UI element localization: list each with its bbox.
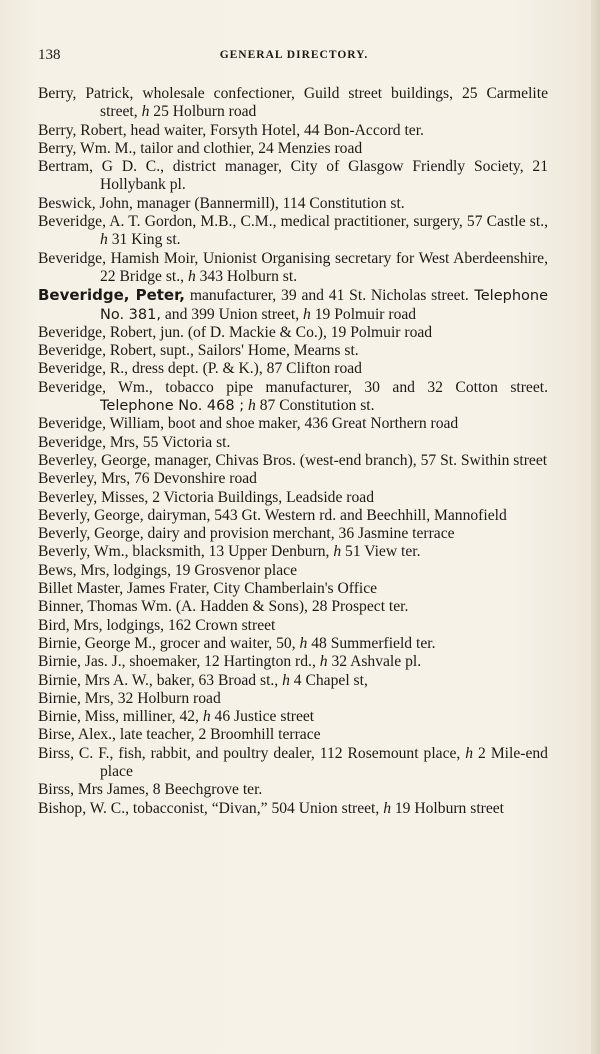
directory-entry: Birss, C. F., fish, rabbit, and poultry dealer, 112 Rosemount place, h 2 Mile-end place <box>38 744 548 780</box>
directory-entry: Berry, Patrick, wholesale confectioner, Guild street buildings, 25 Carmelite street, h 25 Holburn road <box>38 85 548 121</box>
entry-text: Beveridge, Wm., tobacco pipe manufacturer, 30 and 32 Cotton street. <box>38 378 548 396</box>
directory-entry: Beveridge, R., dress dept. (P. & K.), 87 Clifton road <box>38 360 362 378</box>
directory-entry: Bews, Mrs, lodgings, 19 Grosvenor place <box>38 561 297 579</box>
featured-name: Beveridge, Peter, <box>38 286 185 305</box>
directory-entry: Beverley, George, manager, Chivas Bros. (west-end branch), 57 St. Swithin street <box>38 451 548 469</box>
page-header <box>38 47 550 67</box>
directory-entry: Berry, Wm. M., tailor and clothier, 24 Menzies road <box>38 139 363 157</box>
directory-entry: Birss, Mrs James, 8 Beechgrove ter. <box>38 781 263 799</box>
directory-entry: Birnie, Miss, milliner, 42, h 46 Justice street <box>38 708 315 726</box>
directory-entry: Bird, Mrs, lodgings, 162 Crown street <box>38 616 276 634</box>
page-title: GENERAL DIRECTORY. <box>219 49 369 61</box>
directory-entry: Beveridge, Robert, supt., Sailors' Home, Mearns st. <box>38 342 359 360</box>
directory-entry: Birnie, Mrs A. W., baker, 63 Broad st., h 4 Chapel st, <box>38 671 368 689</box>
entry-text: manufacturer, 39 and 41 St. Nicholas street. <box>185 287 469 305</box>
page-edge <box>591 0 600 1054</box>
directory-entry-featured <box>38 286 548 324</box>
directory-entry: Bishop, W. C., tobacconist, “Divan,” 504 Union street, h 19 Holburn street <box>38 799 505 817</box>
directory-entry: Birnie, Mrs, 32 Holburn road <box>38 689 221 707</box>
directory-entries <box>38 85 548 818</box>
directory-entry: Beswick, John, manager (Bannermill), 114 Constitution st. <box>38 194 405 212</box>
directory-entry: Beveridge, William, boot and shoe maker, 436 Great Northern road <box>38 415 459 433</box>
telephone-number: Telephone No. 468 ; <box>100 398 245 415</box>
entry-text: and 399 Union street, h 19 Polmuir road <box>160 305 417 323</box>
directory-entry: Beveridge, Mrs, 55 Victoria st. <box>38 433 231 451</box>
entry-text: h 87 Constitution st. <box>248 397 375 415</box>
directory-entry: Birnie, Jas. J., shoemaker, 12 Hartington rd., h 32 Ashvale pl. <box>38 653 422 671</box>
directory-entry: Birse, Alex., late teacher, 2 Broomhill terrace <box>38 726 321 744</box>
directory-entry: Binner, Thomas Wm. (A. Hadden & Sons), 28 Prospect ter. <box>38 598 409 616</box>
directory-entry: Beverly, George, dairyman, 543 Gt. Western rd. and Beechhill, Mannofield <box>38 506 507 524</box>
directory-entry: Beverly, George, dairy and provision merchant, 36 Jasmine terrace <box>38 525 455 543</box>
directory-entry: Beverly, Wm., blacksmith, 13 Upper Denburn, h 51 View ter. <box>38 543 421 561</box>
directory-entry: Birnie, George M., grocer and waiter, 50, h 48 Summerfield ter. <box>38 634 436 652</box>
directory-entry: Billet Master, James Frater, City Chamberlain's Office <box>38 580 378 598</box>
directory-entry: Beverley, Mrs, 76 Devonshire road <box>38 470 257 488</box>
directory-entry: Beverley, Misses, 2 Victoria Buildings, Leadside road <box>38 488 374 506</box>
directory-entry: Berry, Robert, head waiter, Forsyth Hotel, 44 Bon-Accord ter. <box>38 121 424 139</box>
directory-entry <box>38 379 548 416</box>
telephone-number: Telephone No. 381, <box>100 288 548 323</box>
directory-entry: Bertram, G D. C., district manager, City of Glasgow Friendly Society, 21 Hollybank pl. <box>38 158 548 194</box>
directory-entry: Beveridge, Robert, jun. (of D. Mackie & Co.), 19 Polmuir road <box>38 323 433 341</box>
directory-entry: Beveridge, Hamish Moir, Unionist Organising secretary for West Aberdeenshire, 22 Bridge st., h 343 Holburn st. <box>38 249 548 285</box>
page-number: 138 <box>38 47 61 63</box>
directory-entry: Beveridge, A. T. Gordon, M.B., C.M., medical practitioner, surgery, 57 Castle st., h 31 King st. <box>38 213 548 249</box>
